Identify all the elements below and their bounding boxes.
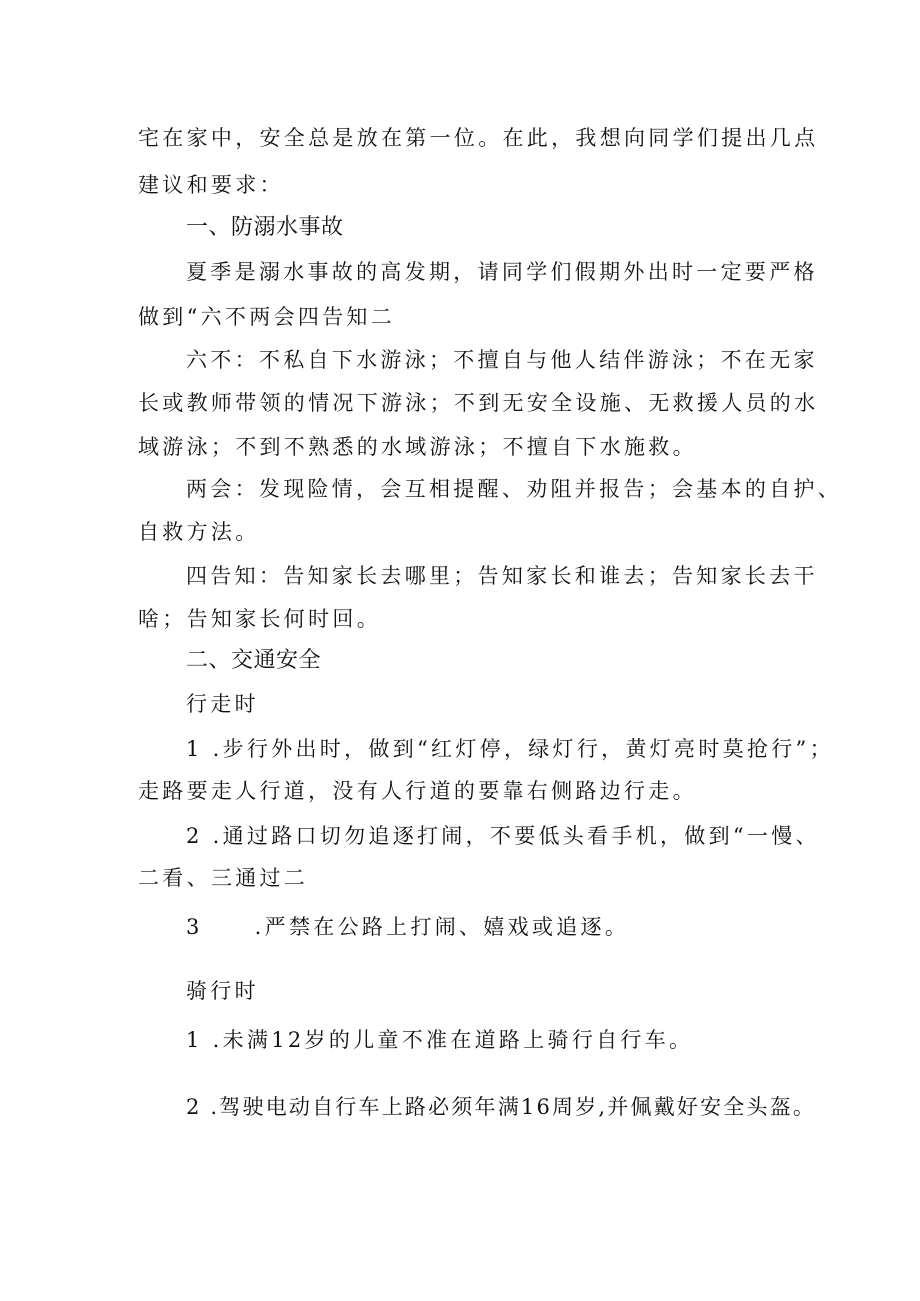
six-no-line-1: 六不：不私自下水游泳；不擅自与他人结伴游泳；不在无家 — [186, 348, 818, 372]
section-heading-traffic: 二、交通安全 — [186, 648, 322, 673]
walk-item-1-line-1: 1 .步行外出时，做到“红灯停，绿灯行，黄灯亮时莫抢行”； — [186, 737, 834, 761]
walk-item-2-line-1: 2 .通过路口切勿追逐打闹，不要低头看手机，做到“一慢、 — [186, 824, 820, 848]
walk-item-3 — [186, 913, 846, 941]
drowning-intro-line-1: 夏季是溺水事故的高发期，请同学们假期外出时一定要严格 — [186, 260, 818, 284]
walk-item-2-line-2: 二看、三通过二 — [138, 866, 309, 890]
riding-label: 骑行时 — [186, 979, 259, 1003]
section-heading-drowning: 一、防溺水事故 — [186, 215, 344, 240]
walk-item-3-number: 3 — [186, 915, 203, 939]
walk-item-1-line-2: 走路要走人行道，没有人行道的要靠右侧路边行走。 — [138, 779, 697, 803]
intro-line-2: 建议和要求： — [138, 173, 284, 197]
ride-item-1: 1 .未满12岁的儿童不准在道路上骑行自行车。 — [186, 1028, 694, 1052]
six-no-line-3: 域游泳；不到不熟悉的水域游泳；不擅自下水施救。 — [138, 435, 697, 459]
two-can-line-2: 自救方法。 — [138, 520, 260, 544]
two-can-line-1: 两会：发现险情，会互相提醒、劝阻并报告；会基本的自护、 — [186, 477, 843, 501]
six-no-line-2: 长或教师带领的情况下游泳；不到无安全设施、无救援人员的水 — [138, 391, 819, 415]
walking-label: 行走时 — [186, 692, 259, 716]
four-tell-line-1: 四告知：告知家长去哪里；告知家长和谁去；告知家长去干 — [186, 564, 818, 588]
ride-item-2: 2 .驾驶电动自行车上路必须年满16周岁,并佩戴好安全头盔。 — [186, 1095, 817, 1119]
intro-line-1: 宅在家中，安全总是放在第一位。在此，我想向同学们提出几点 — [138, 126, 819, 150]
four-tell-line-2: 啥；告知家长何时回。 — [138, 607, 381, 631]
drowning-intro-line-2: 做到“六不两会四告知二 — [138, 305, 396, 329]
walk-item-3-text: .严禁在公路上打闹、嬉戏或追逐。 — [254, 915, 630, 939]
